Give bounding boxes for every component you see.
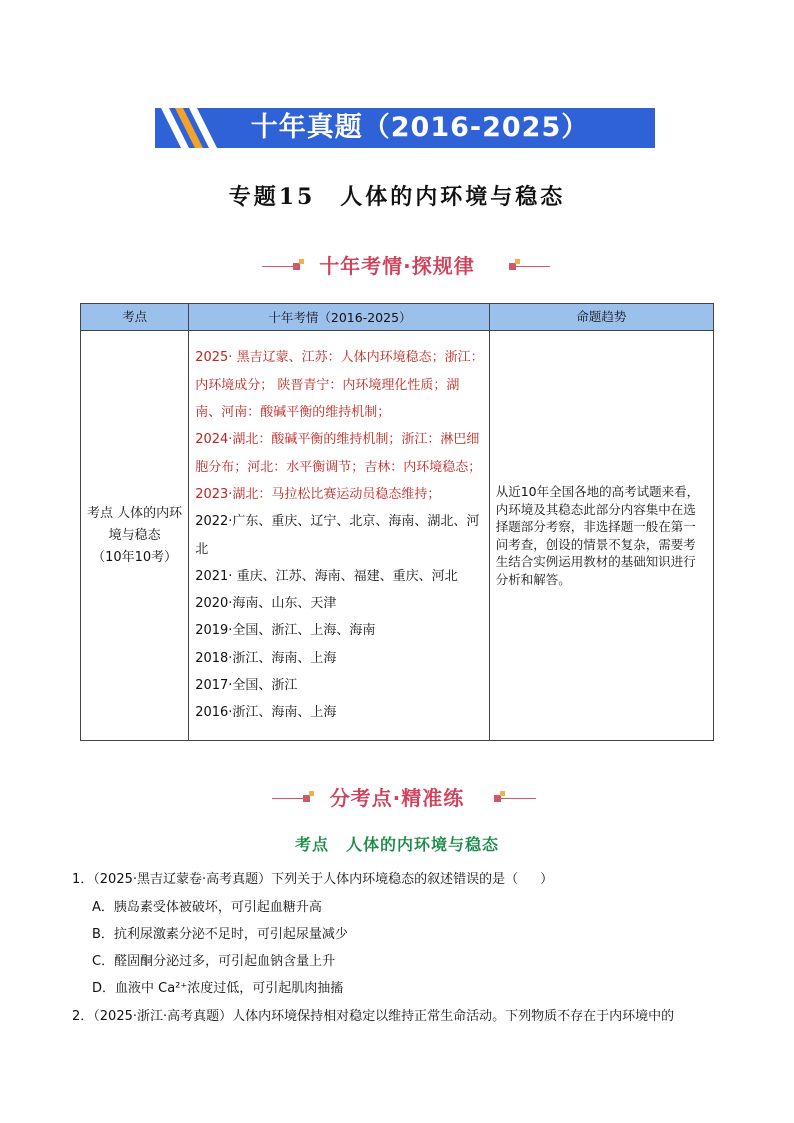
year-line: 2021· 重庆、江苏、海南、福建、重庆、河北 xyxy=(195,568,458,584)
table-row xyxy=(81,331,714,741)
kaodian-cell xyxy=(81,331,189,741)
decorative-square-icon xyxy=(515,259,520,264)
section-header-practice xyxy=(0,782,794,812)
year-line: 2018·浙江、海南、上海 xyxy=(195,650,337,666)
table-header-kaodian: 考点 xyxy=(81,304,189,331)
decorative-square-icon xyxy=(500,791,505,796)
topic-title: 专题15 人体的内环境与稳态 xyxy=(228,184,566,210)
trend-text: 从近10年全国各地的高考试题来看， 内环境及其稳态此部分内容集中在选择题部分考察，非选择题一般在第一问考查，创设的情景不复杂，需要考生结合实例运用教材的基础知识进行分析和解答。 xyxy=(495,484,700,587)
question-1-stem xyxy=(72,868,553,887)
year-line: 2024·湖北：酸碱平衡的维持机制；浙江：淋巴细 xyxy=(195,432,480,448)
question-1-option-c: C．醛固酮分泌过多，可引起血钠含量上升 xyxy=(92,954,336,969)
kaodian-heading: 考点 人体的内环境与稳态 xyxy=(294,835,499,854)
question-1-option-d: D．血液中 Ca²⁺浓度过低，可引起肌肉抽搐 xyxy=(92,981,344,996)
year-line: 内环境成分； 陕晋青宁：内环境理化性质；湖 xyxy=(195,377,460,393)
question-1-option-a: A．胰岛素受体被破坏，可引起血糖升高 xyxy=(92,900,322,915)
title-banner xyxy=(155,108,655,148)
year-line: 北 xyxy=(195,541,209,557)
banner-title: 十年真题（2016-2025） xyxy=(250,112,590,143)
section-title-practice: 分考点·精准练 xyxy=(329,786,465,810)
kaodian-count: （10年10考） xyxy=(92,549,178,565)
year-line: 胞分布；河北：水平衡调节；吉林：内环境稳态； xyxy=(195,459,482,475)
question-1-stem-text: 1．（2025·黑吉辽蒙卷·高考真题）下列关于人体内环境稳态的叙述错误的是（ xyxy=(72,872,519,887)
years-cell xyxy=(189,331,490,741)
trend-cell xyxy=(489,331,713,741)
section-header-trends xyxy=(0,250,794,280)
year-line: 2022·广东、重庆、辽宁、北京、海南、湖北、河 xyxy=(195,514,480,530)
table-header-row xyxy=(81,304,714,331)
year-line: 2019·全国、浙江、上海、海南 xyxy=(195,623,376,639)
section-title-trends: 十年考情·探规律 xyxy=(319,254,475,278)
table-header-years: 十年考情（2016-2025） xyxy=(189,304,490,331)
year-line: 南、河南：酸碱平衡的维持机制； xyxy=(195,405,391,421)
year-line: 2023·湖北：马拉松比赛运动员稳态维持； xyxy=(195,486,441,502)
question-1-option-b: B．抗利尿激素分泌不足时，可引起尿量减少 xyxy=(92,927,348,942)
question-1-stem-end: ） xyxy=(540,872,554,887)
table-header-trend: 命题趋势 xyxy=(489,304,713,331)
year-line: 2016·浙江、海南、上海 xyxy=(195,705,337,721)
exam-trend-table xyxy=(80,303,714,741)
kaodian-label: 考点 人体的内环境与稳态 xyxy=(87,505,183,543)
year-line: 2017·全国、浙江 xyxy=(195,677,298,693)
year-line: 2020·海南、山东、天津 xyxy=(195,596,337,612)
year-line: 2025· 黑吉辽蒙、江苏：人体内环境稳态；浙江： xyxy=(195,350,484,366)
question-2-stem: 2．（2025·浙江·高考真题）人体内环境保持相对稳定以维持正常生命活动。下列物质不存在于内环境中的 xyxy=(72,1009,675,1024)
